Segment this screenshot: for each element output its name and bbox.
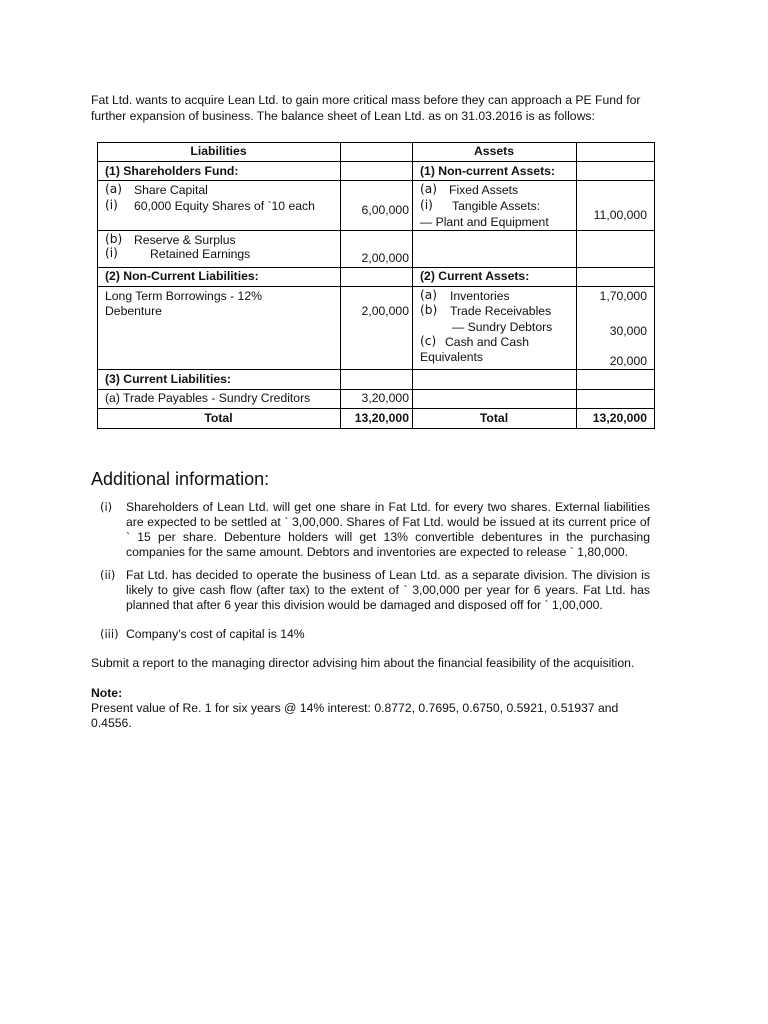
trade-receivables-label: Trade Receivables <box>450 304 552 318</box>
retained-marker: (i) <box>105 246 118 260</box>
non-current-assets-heading: (1) Non-current Assets: <box>420 164 555 178</box>
retained-amount: 2,00,000 <box>361 251 409 265</box>
share-capital-label: Share Capital <box>134 183 208 197</box>
cash-marker: (c) <box>420 334 437 348</box>
cash-label-line1: Cash and Cash <box>445 335 530 349</box>
info-item-number: (i) <box>100 500 113 514</box>
current-assets-heading: (2) Current Assets: <box>420 269 530 283</box>
info-item-text: Shareholders of Lean Ltd. will get one share in Fat Ltd. for every two shares. External liabilities are expected to be settled at ` 3,00,000. Shares of Fat Ltd. would be issued at its current price of ` 15 per share. Debenture holders will get 13% convertible debentures in the purchasing companies for the same amount. Debtors and inventories are expected to release ` 1,80,000. <box>126 500 650 559</box>
trade-payables-label: (a) Trade Payables - Sundry Creditors <box>105 391 311 405</box>
equity-shares-label: 60,000 Equity Shares of `10 each <box>134 199 315 213</box>
retained-earnings-label: Retained Earnings <box>150 247 251 261</box>
tangible-marker: (i) <box>420 198 433 212</box>
sundry-debtors-label: — Sundry Debtors <box>452 320 553 334</box>
borrowings-label-line2: Debenture <box>105 304 162 318</box>
total-assets-amount: 13,20,000 <box>592 411 647 425</box>
fixed-assets-marker: (a) <box>420 182 437 196</box>
plant-amount: 11,00,000 <box>593 208 647 222</box>
table-border-top <box>97 142 655 143</box>
info-item-text: Fat Ltd. has decided to operate the business of Lean Ltd. as a separate division. The division is likely to give cash flow (after tax) to the extent of ` 3,00,000 per year for 6 years. Fat Ltd. has planned that after 6 year this division would be damaged and disposed off for ` 1,00,000. <box>126 568 650 612</box>
equity-marker: (i) <box>105 198 118 212</box>
borrowings-label-line1: Long Term Borrowings - 12% <box>105 289 262 303</box>
inventories-amount: 1,70,000 <box>599 289 647 303</box>
total-liabilities-label: Total <box>204 411 233 425</box>
header-assets: Assets <box>474 144 514 158</box>
total-liabilities-amount: 13,20,000 <box>354 411 409 425</box>
borrowings-amount: 2,00,000 <box>361 304 409 318</box>
intro-paragraph: Fat Ltd. wants to acquire Lean Ltd. to gain more critical mass before they can approach a PE Fund for further expansion of business. The balance sheet of Lean Ltd. as on 31.03.2016 is as follows: <box>91 93 641 123</box>
reserve-surplus-label: Reserve & Surplus <box>134 233 236 247</box>
shareholders-fund-heading: (1) Shareholders Fund: <box>105 164 239 178</box>
info-item-text: Company’s cost of capital is 14% <box>126 627 305 641</box>
info-item-number: (ii) <box>100 568 116 582</box>
tangible-assets-label: Tangible Assets: <box>452 199 541 213</box>
table-border-bottom <box>97 428 655 429</box>
table-rule <box>97 286 655 287</box>
note-label: Note: <box>91 686 123 700</box>
non-current-liabilities-heading: (2) Non-Current Liabilities: <box>105 269 259 283</box>
info-item-number: (iii) <box>100 627 119 641</box>
current-liabilities-heading: (3) Current Liabilities: <box>105 372 231 386</box>
info-item-3 <box>100 627 650 642</box>
cash-label-line2: Equivalents <box>420 350 484 364</box>
table-rule <box>97 267 655 268</box>
additional-info-heading: Additional information: <box>91 469 270 489</box>
fixed-assets-label: Fixed Assets <box>449 183 519 197</box>
header-liabilities: Liabilities <box>190 144 247 158</box>
total-assets-label: Total <box>479 411 509 425</box>
receivables-marker: (b) <box>420 303 438 317</box>
equity-amount: 6,00,000 <box>361 203 409 217</box>
note-text: Present value of Re. 1 for six years @ 14% interest: 0.8772, 0.7695, 0.6750, 0.5921, 0.51937 and 0.4556. <box>91 701 619 730</box>
reserve-marker: (b) <box>105 232 123 246</box>
inventories-label: Inventories <box>450 289 510 303</box>
table-rule <box>97 389 655 390</box>
info-item-2 <box>100 568 650 613</box>
table-rule <box>97 369 655 370</box>
inventories-marker: (a) <box>420 288 437 302</box>
balance-sheet-table <box>97 142 655 429</box>
info-item-1 <box>100 500 650 560</box>
table-rule <box>97 161 655 162</box>
plant-equipment-label: — Plant and Equipment <box>420 215 549 229</box>
submit-instruction: Submit a report to the managing director advising him about the financial feasibility of the acquisition. <box>91 656 635 670</box>
table-rule <box>97 180 655 181</box>
table-rule <box>97 408 655 409</box>
table-rule <box>97 230 655 231</box>
debtors-amount: 30,000 <box>609 324 647 338</box>
cash-amount: 20,000 <box>609 354 647 368</box>
trade-payables-amount: 3,20,000 <box>361 391 409 405</box>
share-capital-marker: (a) <box>105 182 122 196</box>
